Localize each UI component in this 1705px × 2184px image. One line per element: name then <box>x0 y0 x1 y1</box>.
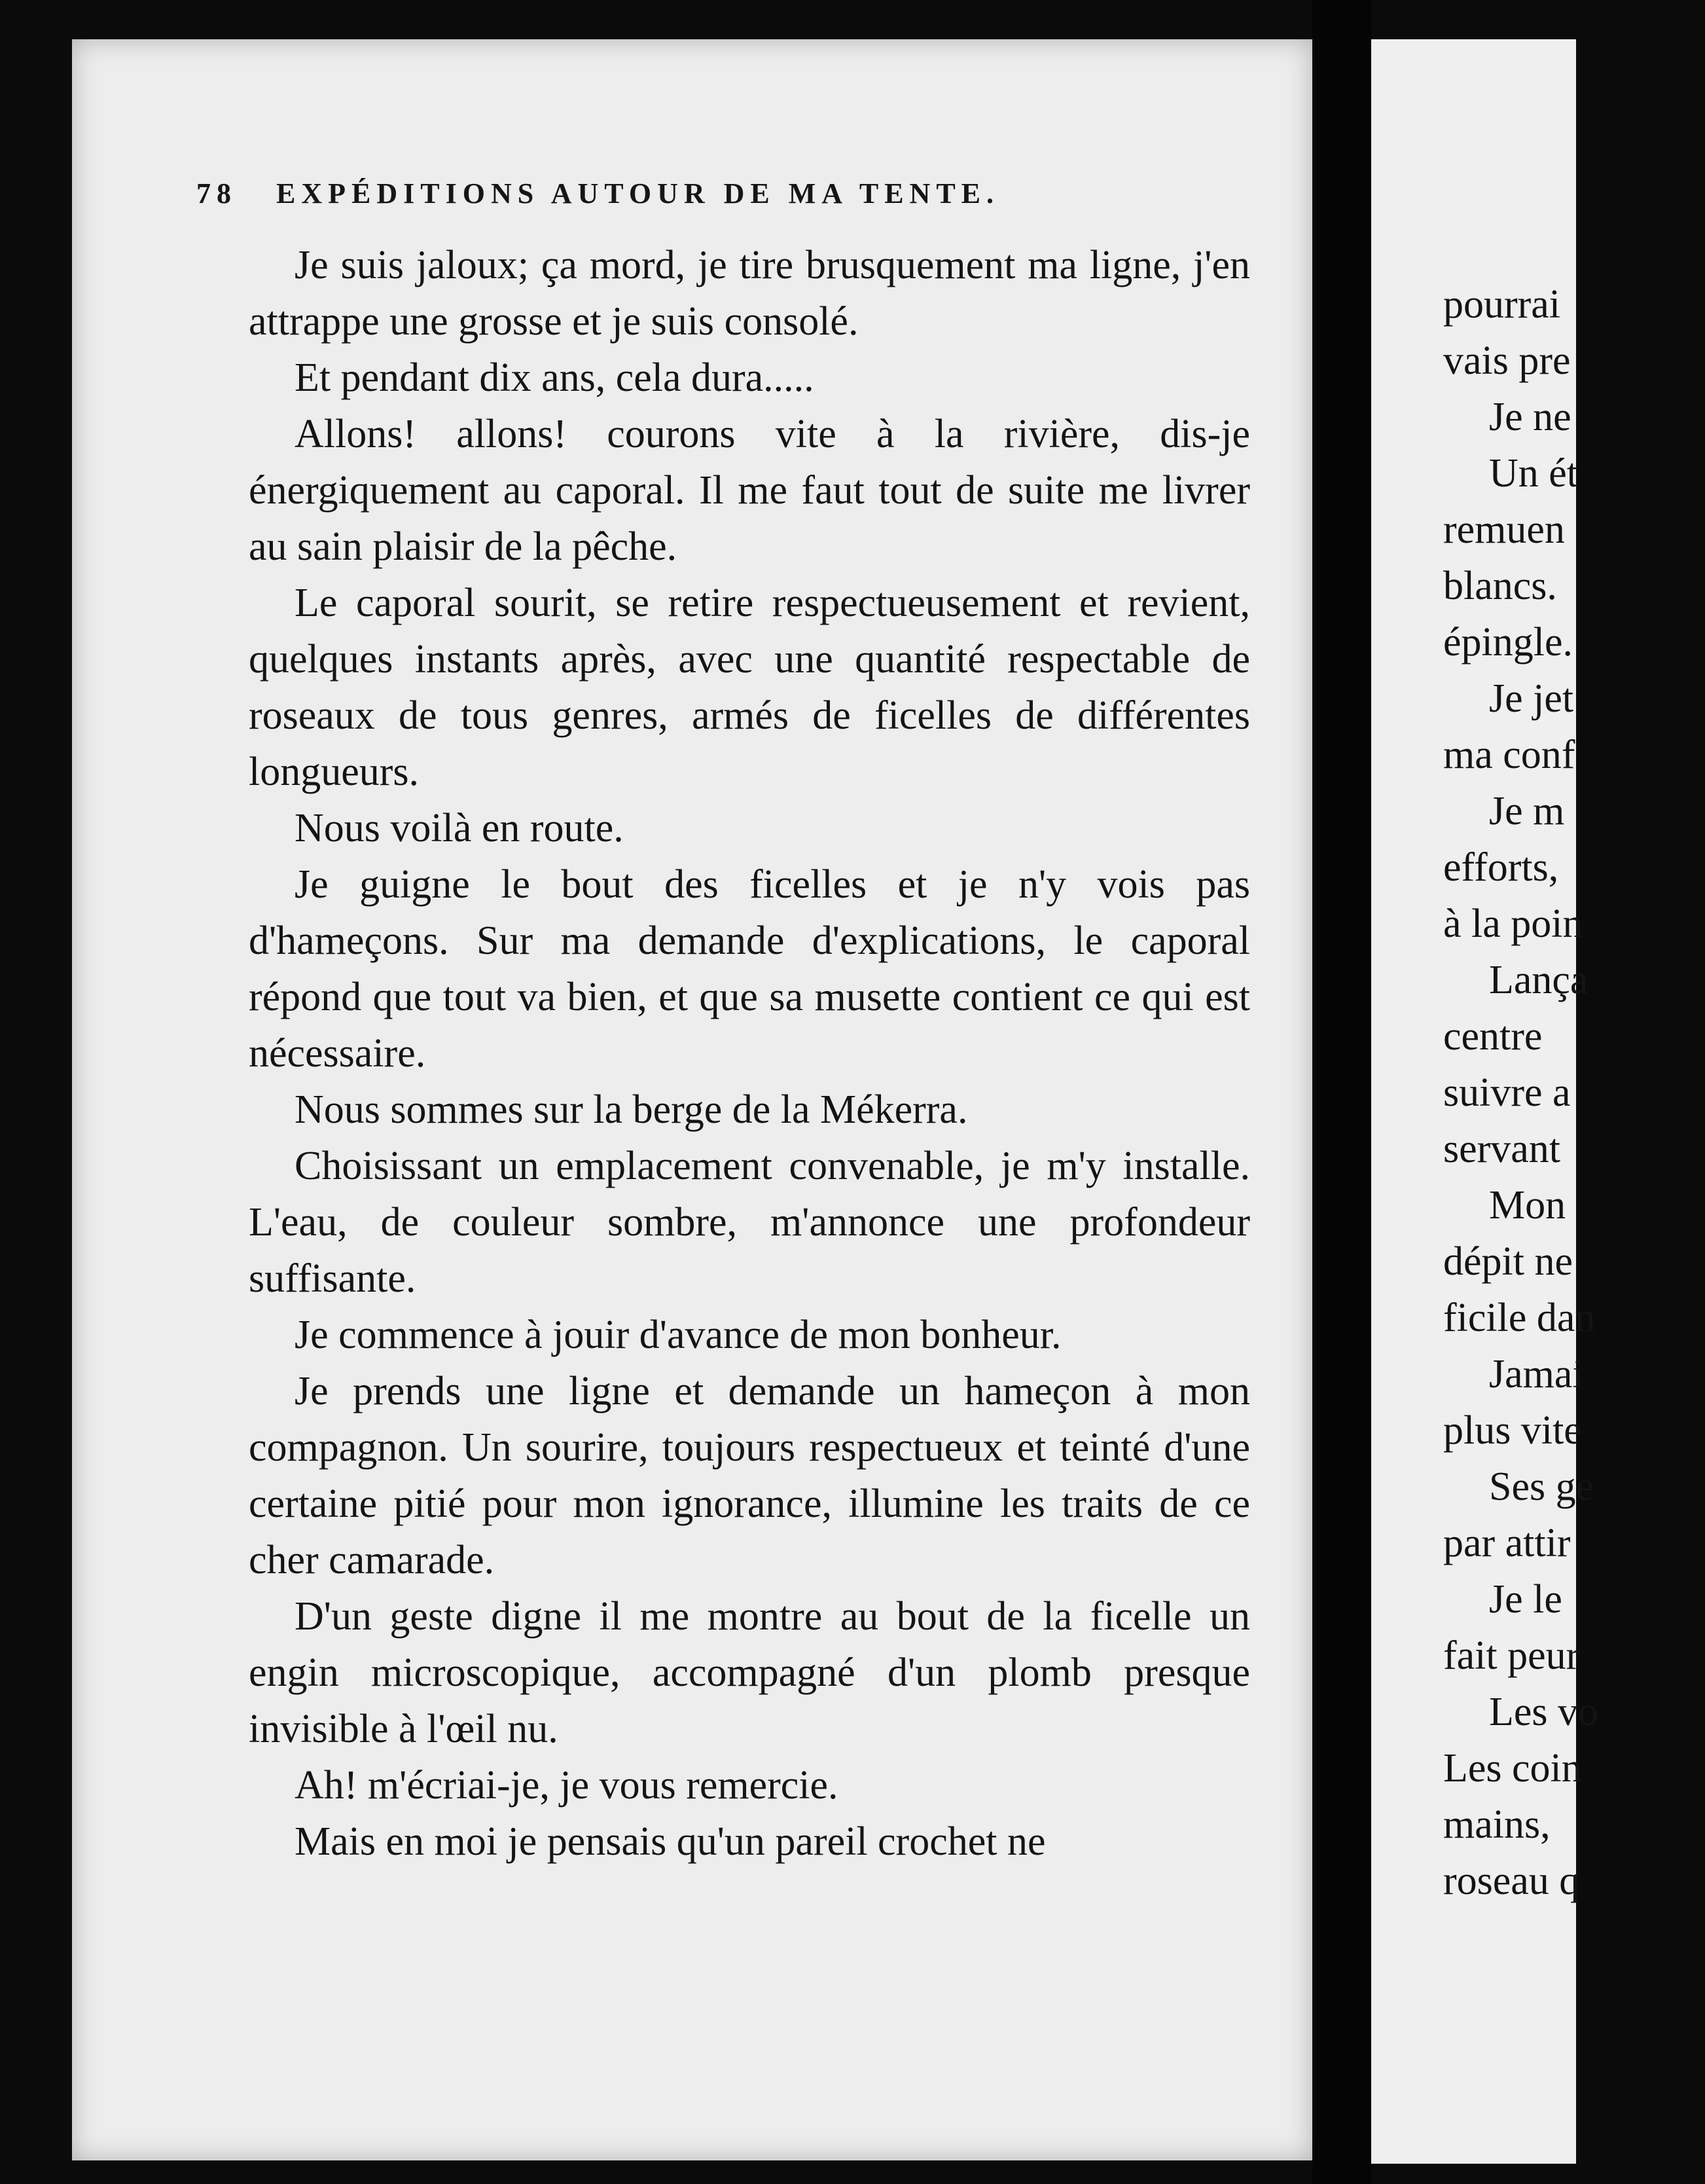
right-page-line: blancs. <box>1443 564 1557 608</box>
paragraph: Ah! m'écriai-je, je vous remercie. <box>295 1763 838 1808</box>
right-page-line: Mon <box>1489 1183 1566 1228</box>
paragraph: D'un geste digne il me montre au bout de la ficelle un engin microscopique, accompagné d'un plomb presque invisible à l'œil nu. <box>249 1594 1250 1751</box>
right-page-line: ma conf <box>1443 733 1575 777</box>
right-page-line: vais pre <box>1443 338 1571 383</box>
right-page-line: Lança <box>1489 958 1588 1002</box>
right-page-line: Jamai <box>1489 1352 1584 1396</box>
right-page-line: servant <box>1443 1127 1561 1171</box>
right-page-line: Ses ge <box>1489 1465 1594 1509</box>
paragraph: Et pendant dix ans, cela dura..... <box>295 355 814 400</box>
paragraph: Je suis jaloux; ça mord, je tire brusquement ma ligne, j'en attrappe une grosse et je suis consolé. <box>249 243 1250 344</box>
right-page-line: par attir <box>1443 1521 1571 1565</box>
right-page-line: Un ét <box>1489 451 1579 496</box>
right-page-text <box>1443 276 1705 1909</box>
right-page-line: fait peur <box>1443 1633 1580 1678</box>
right-page-line: pourrai <box>1443 282 1561 327</box>
right-page-line: ficile dan <box>1443 1296 1596 1340</box>
paragraph: Nous sommes sur la berge de la Mékerra. <box>295 1087 968 1132</box>
right-page-line: centre <box>1443 1014 1543 1059</box>
right-page-line: Les coin <box>1443 1746 1582 1791</box>
right-page-line: Je m <box>1489 789 1565 833</box>
right-page <box>1371 39 1599 2164</box>
right-page-line: à la poin <box>1443 901 1583 946</box>
right-page-line: Les vo <box>1489 1690 1599 1734</box>
right-page-line: suivre a <box>1443 1070 1571 1115</box>
right-page-line: Je le <box>1489 1577 1562 1622</box>
running-head <box>196 177 1178 216</box>
paragraph: Mais en moi je pensais qu'un pareil crochet ne <box>295 1819 1046 1864</box>
right-page-line: Je jet <box>1489 676 1574 721</box>
paragraph: Nous voilà en route. <box>295 806 624 850</box>
left-page-text <box>249 237 1250 1870</box>
right-page-line: épingle. <box>1443 620 1573 664</box>
right-page-line: Je ne <box>1489 395 1571 439</box>
paragraph: Choisissant un emplacement convenable, je m'y installe. L'eau, de couleur sombre, m'annonce une profondeur suffisante. <box>249 1144 1250 1301</box>
right-page-line: efforts, <box>1443 845 1559 890</box>
paragraph: Le caporal sourit, se retire respectueusement et revient, quelques instants après, avec une quantité respectable de roseaux de tous genres, armés de ficelles de différentes longueurs. <box>249 581 1250 794</box>
right-page-line: mains, <box>1443 1802 1551 1847</box>
page-number: 78 <box>196 177 237 209</box>
running-title: EXPÉDITIONS AUTOUR DE MA TENTE. <box>276 177 1000 209</box>
right-page-line: dépit ne <box>1443 1239 1573 1284</box>
paragraph: Je commence à jouir d'avance de mon bonheur. <box>295 1313 1062 1357</box>
paragraph: Je guigne le bout des ficelles et je n'y vois pas d'hameçons. Sur ma demande d'explications, le caporal répond que tout va bien, et que sa musette contient ce qui est nécessaire. <box>249 862 1250 1076</box>
right-page-line: remuen <box>1443 507 1565 552</box>
paragraph: Je prends une ligne et demande un hameçon à mon compagnon. Un sourire, toujours respectueux et teinté d'une certaine pitié pour mon ignorance, illumine les traits de ce cher camarade. <box>249 1369 1250 1582</box>
book-gutter <box>1312 0 1371 2184</box>
right-page-line: roseau q <box>1443 1859 1580 1903</box>
paragraph: Allons! allons! courons vite à la rivière, dis-je énergiquement au caporal. Il me faut tout de suite me livrer au sain plaisir de la pêche. <box>249 412 1250 569</box>
right-page-line: plus vite <box>1443 1408 1582 1453</box>
